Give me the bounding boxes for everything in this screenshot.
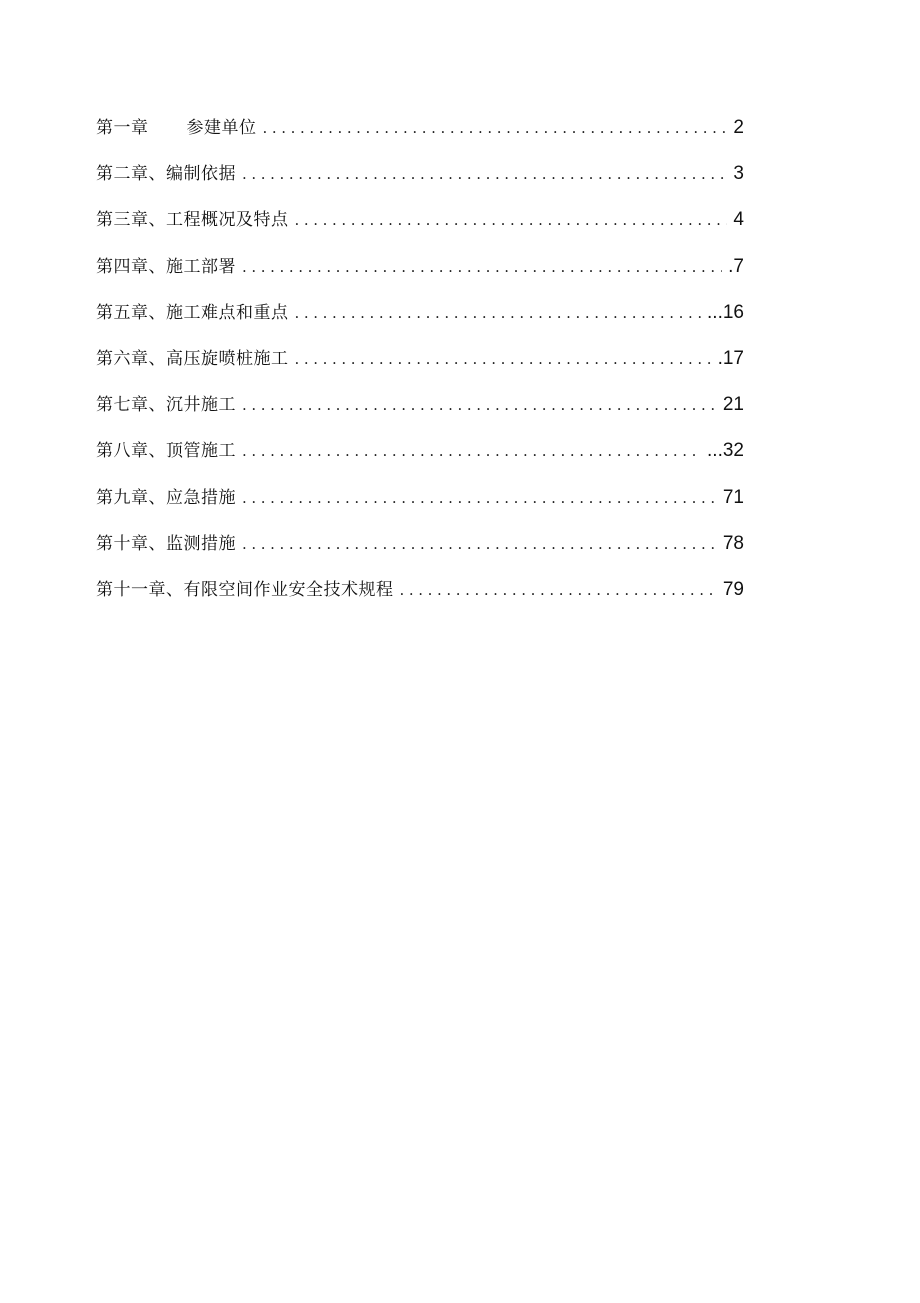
toc-chapter-number: 第九章、 [96, 487, 166, 508]
toc-dot-leader [242, 387, 717, 423]
toc-chapter-name: 顶管施工 [166, 441, 236, 462]
table-of-contents [96, 110, 744, 618]
toc-entry-title [96, 572, 394, 608]
toc-dot-leader [242, 249, 722, 285]
toc-page-number: ...32 [707, 440, 744, 462]
toc-entry-6[interactable] [96, 341, 744, 387]
toc-dot-leader [242, 156, 727, 192]
toc-dot-leader [295, 202, 728, 238]
toc-entry-title [96, 433, 236, 469]
toc-page-number: 4 [733, 209, 744, 231]
toc-chapter-name: 有限空间作业安全技术规程 [183, 579, 394, 600]
toc-chapter-name: 监测措施 [166, 533, 236, 554]
toc-entry-2[interactable] [96, 156, 744, 202]
toc-chapter-number: 第六章、 [96, 348, 166, 369]
toc-page-number: 78 [722, 532, 744, 554]
toc-page-number: 3 [733, 163, 744, 185]
toc-entry-title [96, 202, 289, 238]
toc-chapter-number: 第七章、 [96, 395, 166, 416]
toc-entry-title [96, 526, 236, 562]
toc-entry-title [96, 341, 289, 377]
toc-entry-title [96, 110, 257, 146]
toc-chapter-name: 施工难点和重点 [166, 302, 289, 323]
toc-chapter-number: 第八章、 [96, 441, 166, 462]
toc-chapter-number: 第四章、 [96, 256, 166, 277]
toc-entry-11[interactable] [96, 572, 744, 618]
toc-chapter-name: 高压旋喷桩施工 [166, 348, 289, 369]
toc-chapter-name: 参建单位 [186, 118, 257, 138]
toc-page-number: 79 [722, 578, 744, 600]
toc-chapter-number: 第二章、 [96, 164, 166, 185]
toc-entry-9[interactable] [96, 480, 744, 526]
toc-dot-leader [263, 110, 728, 146]
toc-dot-leader [295, 295, 702, 331]
toc-entry-5[interactable] [96, 295, 744, 341]
toc-page-number: .17 [717, 347, 744, 369]
toc-entry-title [96, 387, 236, 423]
toc-chapter-name: 应急措施 [166, 487, 236, 508]
toc-page-number: 71 [722, 486, 744, 508]
toc-entry-3[interactable] [96, 202, 744, 248]
toc-dot-leader [400, 572, 717, 608]
toc-chapter-number: 第五章、 [96, 302, 166, 323]
toc-dot-leader [242, 433, 701, 469]
toc-chapter-name: 沉井施工 [166, 395, 236, 416]
toc-page-number: .7 [728, 255, 744, 277]
toc-chapter-name: 工程概况及特点 [166, 210, 289, 231]
toc-page-number: 2 [733, 117, 744, 138]
toc-entry-7[interactable] [96, 387, 744, 433]
toc-entry-4[interactable] [96, 249, 744, 295]
toc-dot-leader [242, 526, 717, 562]
toc-chapter-number: 第十一章、 [96, 579, 184, 600]
toc-entry-title [96, 249, 236, 285]
toc-chapter-name: 施工部署 [166, 256, 236, 277]
toc-entry-title [96, 480, 236, 516]
toc-dot-leader [295, 341, 712, 377]
toc-entry-title [96, 295, 289, 331]
toc-entry-1[interactable] [96, 110, 744, 156]
toc-page-number: 21 [722, 394, 744, 416]
toc-page-number: ...16 [707, 301, 744, 323]
toc-dot-leader [242, 480, 717, 516]
toc-entry-title [96, 156, 236, 192]
toc-entry-10[interactable] [96, 526, 744, 572]
toc-chapter-number: 第十章、 [96, 533, 166, 554]
toc-chapter-name: 编制依据 [166, 164, 236, 185]
toc-chapter-number: 第三章、 [96, 210, 166, 231]
toc-chapter-number: 第一章 [96, 118, 149, 138]
toc-entry-8[interactable] [96, 433, 744, 479]
